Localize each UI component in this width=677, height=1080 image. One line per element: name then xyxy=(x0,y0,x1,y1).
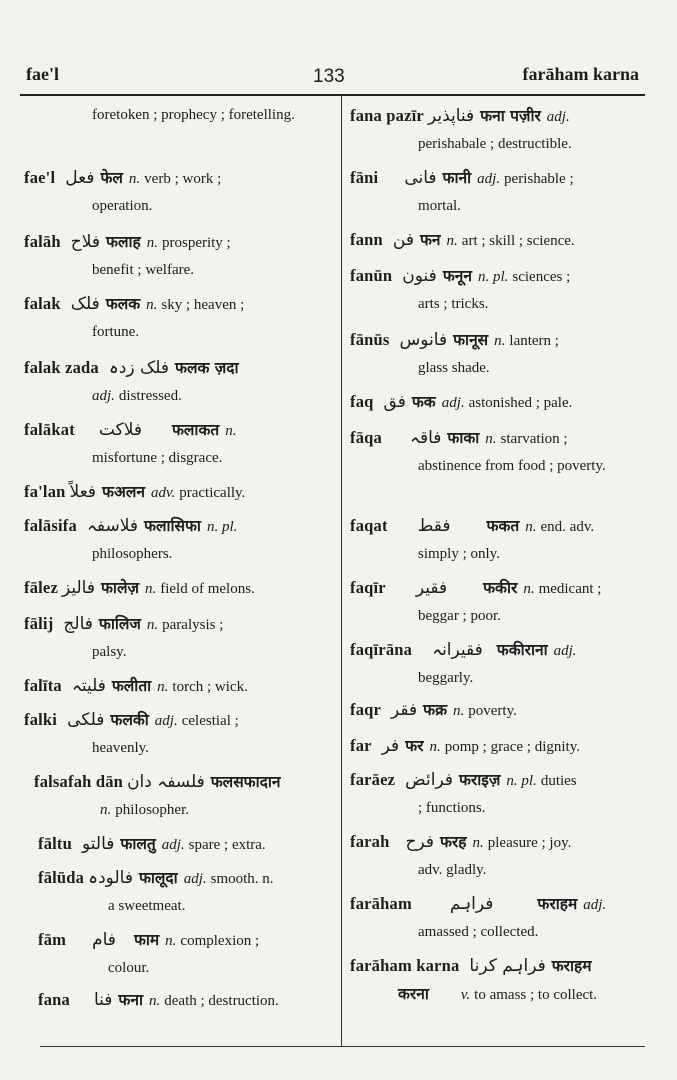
dictionary-entry xyxy=(24,864,328,920)
definition: medicant ; xyxy=(538,581,602,597)
definition-continuation: philosophers. xyxy=(92,546,173,562)
hindi-term: फानूस xyxy=(453,331,489,349)
definition: torch ; wick. xyxy=(172,679,248,695)
headword: falak zada xyxy=(24,358,99,377)
dictionary-entry xyxy=(24,768,328,824)
definition-continuation: ; functions. xyxy=(418,800,486,816)
hindi-term: फना पज़ीर xyxy=(480,107,541,125)
dictionary-entry xyxy=(24,290,328,346)
headword: falāh xyxy=(24,232,61,251)
dictionary-entry xyxy=(350,828,648,884)
headword: faqīr xyxy=(350,578,386,597)
hindi-term: फालतु xyxy=(120,835,156,853)
dictionary-entry xyxy=(24,228,328,284)
definition: poverty. xyxy=(468,703,517,719)
headword: faq xyxy=(350,392,374,411)
definition-continuation: simply ; only. xyxy=(418,546,500,562)
dictionary-entry xyxy=(350,732,648,761)
urdu-term: فرائض xyxy=(405,770,453,790)
definition: pleasure ; joy. xyxy=(487,835,572,851)
urdu-term: فعل xyxy=(65,168,95,188)
dictionary-entry xyxy=(24,830,328,859)
grammar-label: n. xyxy=(128,171,141,187)
dictionary-entry xyxy=(350,326,648,382)
definition-continuation: a sweetmeat. xyxy=(108,898,186,914)
dictionary-entry xyxy=(24,610,328,666)
dictionary-entry xyxy=(24,164,328,220)
definition: spare ; extra. xyxy=(188,837,266,853)
dictionary-entry xyxy=(350,574,648,630)
definition: astonished ; pale. xyxy=(468,395,573,411)
definition: complexion ; xyxy=(180,933,260,949)
headword: farah xyxy=(350,832,390,851)
hindi-term: फराहम xyxy=(537,895,578,913)
grammar-label: adj. xyxy=(92,388,115,404)
urdu-term: فانی xyxy=(404,168,437,188)
hindi-term: फाम xyxy=(133,931,160,949)
hindi-term: फलाकत xyxy=(171,421,220,439)
hindi-term: फलक ज़दा xyxy=(175,359,239,377)
definition: celestial ; xyxy=(181,713,239,729)
definition-continuation: beggarly. xyxy=(418,670,474,686)
urdu-term: فقط xyxy=(417,516,451,536)
running-head-left: fae'l xyxy=(26,64,59,84)
grammar-label: n. xyxy=(429,739,441,755)
headword: fanūn xyxy=(350,266,393,285)
grammar-label: n. xyxy=(100,802,112,818)
hindi-term: फालूदा xyxy=(138,869,178,887)
definition: smooth. n. xyxy=(210,871,274,887)
headword: falīta xyxy=(24,676,62,695)
grammar-label: n. pl. xyxy=(506,773,537,789)
column-divider xyxy=(341,95,342,1047)
hindi-term: फलक xyxy=(105,295,141,313)
hindi-term: फन xyxy=(419,231,441,249)
headword: falki xyxy=(24,710,58,729)
urdu-term: فقیر xyxy=(415,578,448,598)
definition: practically. xyxy=(179,485,246,501)
urdu-term: فر xyxy=(381,736,400,756)
dictionary-entry xyxy=(24,926,328,982)
grammar-label: adj. xyxy=(477,171,501,187)
headword: fāltu xyxy=(38,834,72,853)
headword: far xyxy=(350,736,372,755)
hindi-term: फालेज़ xyxy=(100,579,139,597)
definition-continuation: adv. gladly. xyxy=(418,862,487,878)
header-rule xyxy=(20,94,645,96)
definition-continuation: heavenly. xyxy=(92,740,149,756)
grammar-label: adv. xyxy=(150,485,176,501)
grammar-label: n. xyxy=(494,333,506,349)
headword: fālūda xyxy=(38,868,85,887)
urdu-term: فق xyxy=(383,392,406,412)
hindi-term: फकीराना xyxy=(496,641,548,659)
grammar-label: n. xyxy=(146,235,158,251)
page-number: 133 xyxy=(313,66,345,87)
urdu-term: فلاسفہ xyxy=(86,516,139,536)
hindi-term: फानी xyxy=(442,169,472,187)
definition-continuation: abstinence from food ; poverty. xyxy=(418,458,606,474)
hindi-term: करना xyxy=(398,985,429,1003)
urdu-term: فلسفہ دان xyxy=(127,772,205,792)
definition: end. adv. xyxy=(540,519,595,535)
dictionary-entry xyxy=(350,226,648,255)
definition-continuation: glass shade. xyxy=(418,360,490,376)
definition: pomp ; grace ; dignity. xyxy=(444,739,580,755)
headword: falsafah dān xyxy=(34,772,124,791)
hindi-term: फकीर xyxy=(483,579,518,597)
definition: paralysis ; xyxy=(162,617,224,633)
hindi-term: फना xyxy=(118,991,143,1009)
urdu-term: فن xyxy=(392,230,414,250)
urdu-term: فنون xyxy=(402,266,437,286)
grammar-label: n. xyxy=(525,519,537,535)
dictionary-entry xyxy=(350,512,648,568)
dictionary-entry xyxy=(24,986,328,1015)
definition: lantern ; xyxy=(509,333,559,349)
headword: falak xyxy=(24,294,61,313)
definition: duties xyxy=(540,773,577,789)
dictionary-entry xyxy=(350,636,648,692)
definition-continuation: to amass ; to collect. xyxy=(474,987,598,1003)
urdu-term: فناپذیر xyxy=(427,106,475,126)
headword: faqat xyxy=(350,516,388,535)
hindi-term: फरह xyxy=(439,833,467,851)
definition-continuation: foretoken ; prophecy ; foretelling. xyxy=(92,107,295,123)
urdu-term: فعلاً xyxy=(69,482,97,502)
dictionary-entry xyxy=(24,672,328,701)
dictionary-entry xyxy=(24,574,328,603)
dictionary-entry xyxy=(24,354,328,410)
definition-continuation: fortune. xyxy=(92,324,140,340)
dictionary-entry xyxy=(350,952,648,1009)
headword: fa'lan xyxy=(24,482,66,501)
definition: field of melons. xyxy=(160,581,255,597)
definition: death ; destruction. xyxy=(164,993,279,1009)
hindi-term: फअलन xyxy=(102,483,145,501)
headword: farāham karna xyxy=(350,956,460,975)
definition: starvation ; xyxy=(500,431,568,447)
definition-continuation: philosopher. xyxy=(115,802,189,818)
footer-rule xyxy=(40,1046,645,1047)
definition: sky ; heaven ; xyxy=(161,297,245,313)
dictionary-entry xyxy=(350,696,648,725)
dictionary-entry xyxy=(24,102,328,129)
grammar-label: v. xyxy=(460,987,471,1003)
urdu-term: فلک زدہ xyxy=(108,358,170,378)
dictionary-entry xyxy=(350,164,648,220)
hindi-term: फकत xyxy=(486,517,520,535)
headword: fana pazīr xyxy=(350,106,424,125)
headword: farāham xyxy=(350,894,412,913)
headword: fālij xyxy=(24,614,54,633)
dictionary-entry xyxy=(350,766,648,822)
grammar-label: n. xyxy=(165,933,177,949)
definition-continuation: beggar ; poor. xyxy=(418,608,501,624)
urdu-term: فانوس xyxy=(399,330,448,350)
urdu-term: فالج xyxy=(63,614,93,634)
hindi-term: फर xyxy=(405,737,424,755)
hindi-term: फेल xyxy=(100,169,123,187)
definition-continuation: mortal. xyxy=(418,198,461,214)
grammar-label: adj. xyxy=(161,837,185,853)
hindi-term: फलाह xyxy=(106,233,141,251)
urdu-term: فلک xyxy=(70,294,100,314)
definition-continuation: amassed ; collected. xyxy=(418,924,539,940)
grammar-label: n. xyxy=(446,233,458,249)
grammar-label: adj. xyxy=(183,871,207,887)
headword: fālez xyxy=(24,578,58,597)
urdu-term: فلاح xyxy=(70,232,101,252)
hindi-term: फलीता xyxy=(111,677,152,695)
hindi-term: फराहम xyxy=(551,957,592,975)
grammar-label: adj. xyxy=(553,643,577,659)
urdu-term: فالیز xyxy=(61,578,95,598)
hindi-term: फालिज xyxy=(98,615,141,633)
headword: faqr xyxy=(350,700,382,719)
dictionary-entry xyxy=(350,890,648,946)
urdu-term: فرح xyxy=(405,832,434,852)
hindi-term: फनून xyxy=(442,267,472,285)
definition-continuation: misfortune ; disgrace. xyxy=(92,450,223,466)
definition-continuation: distressed. xyxy=(118,388,182,404)
definition-continuation: operation. xyxy=(92,198,153,214)
hindi-term: फलसफादान xyxy=(210,773,281,791)
grammar-label: n. xyxy=(453,703,465,719)
urdu-term: فقر xyxy=(391,700,418,720)
definition-continuation: arts ; tricks. xyxy=(418,296,489,312)
grammar-label: n. xyxy=(157,679,169,695)
urdu-term: فراہم xyxy=(449,894,494,914)
grammar-label: n. xyxy=(523,581,535,597)
dictionary-entry xyxy=(350,262,648,318)
urdu-term: فراہم کرنا xyxy=(469,956,546,976)
definition-continuation: benefit ; welfare. xyxy=(92,262,195,278)
grammar-label: n. xyxy=(472,835,484,851)
grammar-label: adj. xyxy=(441,395,465,411)
grammar-label: n. xyxy=(146,617,159,633)
grammar-label: adj. xyxy=(546,109,570,125)
urdu-term: فلکی xyxy=(67,710,105,730)
grammar-label: adj. xyxy=(154,713,178,729)
urdu-term: فام xyxy=(92,930,116,950)
headword: falāsifa xyxy=(24,516,77,535)
dictionary-entry xyxy=(24,706,328,762)
headword: fae'l xyxy=(24,168,56,187)
hindi-term: फराइज़ xyxy=(458,771,501,789)
headword: fann xyxy=(350,230,383,249)
definition-continuation: palsy. xyxy=(92,644,127,660)
headword: farāez xyxy=(350,770,396,789)
urdu-term: فقیرانہ xyxy=(432,640,483,660)
hindi-term: फाका xyxy=(447,429,480,447)
dictionary-entry xyxy=(350,424,648,480)
running-head-right: farāham karna xyxy=(522,64,639,84)
definition-continuation: colour. xyxy=(108,960,150,976)
grammar-label: n. pl. xyxy=(206,519,238,535)
headword: falākat xyxy=(24,420,75,439)
definition: art ; skill ; science. xyxy=(461,233,575,249)
urdu-term: فلیتہ xyxy=(71,676,106,696)
grammar-label: adj. xyxy=(583,897,607,913)
hindi-term: फक्र xyxy=(423,701,448,719)
definition: prosperity ; xyxy=(161,235,231,251)
definition: perishable ; xyxy=(504,171,574,187)
grammar-label: n. xyxy=(149,993,161,1009)
urdu-term: فالتو xyxy=(82,834,115,854)
headword: fām xyxy=(38,930,67,949)
hindi-term: फक xyxy=(411,393,436,411)
dictionary-entry xyxy=(24,512,328,568)
definition: verb ; work ; xyxy=(144,171,222,187)
urdu-term: فنا xyxy=(93,990,113,1010)
headword: fānūs xyxy=(350,330,390,349)
definition-continuation: perishabale ; destructible. xyxy=(418,136,572,152)
headword: fāqa xyxy=(350,428,382,447)
dictionary-entry xyxy=(24,416,328,472)
definition: sciences ; xyxy=(512,269,571,285)
urdu-term: فالودہ xyxy=(88,868,133,888)
hindi-term: फलकी xyxy=(110,711,149,729)
grammar-label: n. xyxy=(485,431,497,447)
dictionary-entry xyxy=(24,478,328,507)
headword: fāni xyxy=(350,168,379,187)
grammar-label: n. pl. xyxy=(477,269,509,285)
grammar-label: n. xyxy=(146,297,158,313)
grammar-label: n. xyxy=(144,581,157,597)
headword: fana xyxy=(38,990,70,1009)
dictionary-entry xyxy=(350,388,648,417)
urdu-term: فلاکت xyxy=(98,420,142,440)
headword: faqīrāna xyxy=(350,640,413,659)
dictionary-entry xyxy=(350,102,648,158)
grammar-label: n. xyxy=(225,423,237,439)
urdu-term: فاقہ xyxy=(409,428,442,448)
hindi-term: फलासिफा xyxy=(144,517,201,535)
